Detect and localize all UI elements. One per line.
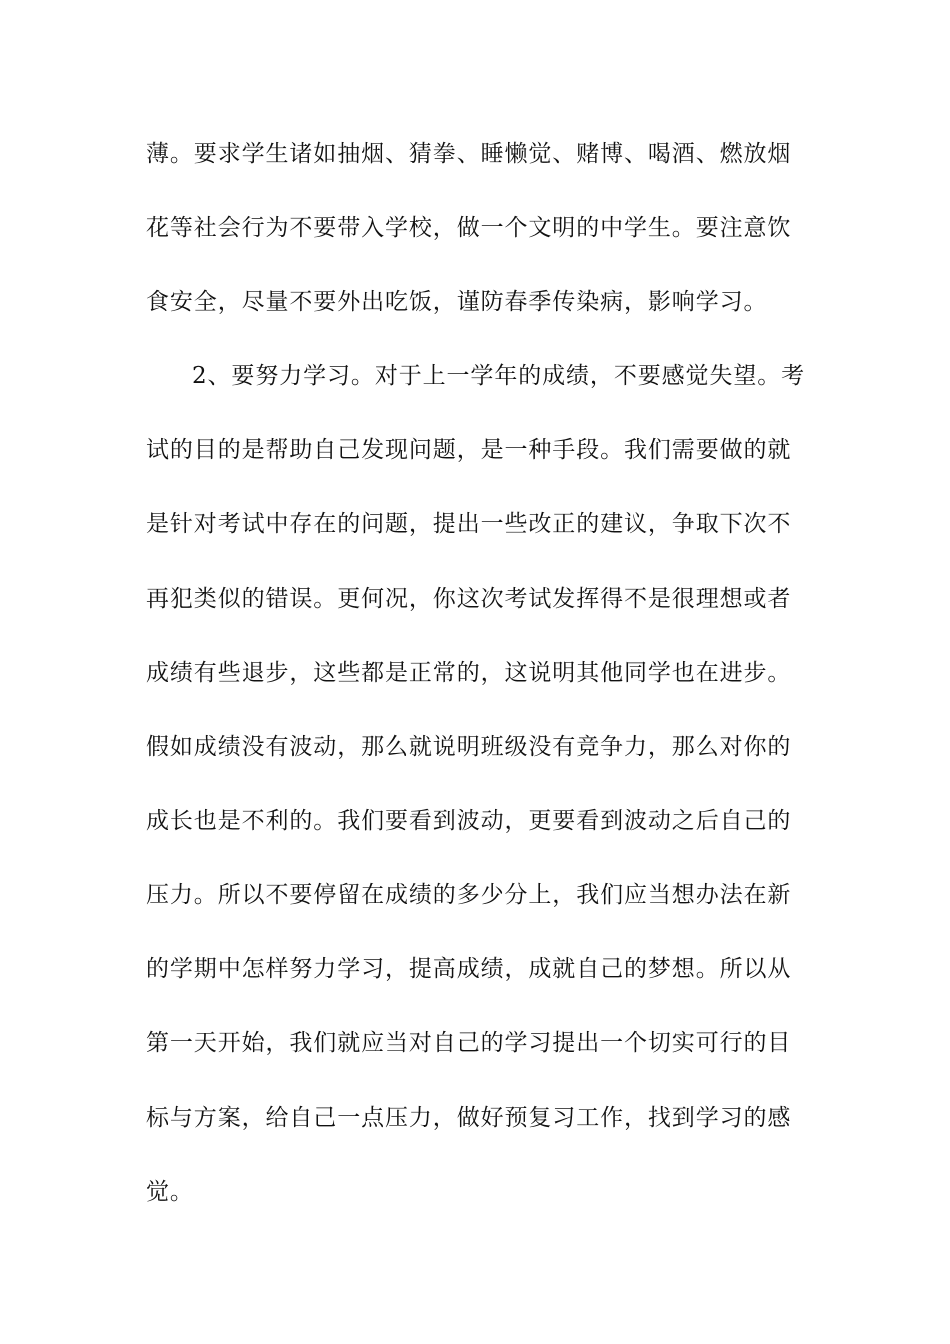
paragraph-1-line-3: 食安全，尽量不要外出吃饭，谨防春季传染病，影响学习。 [146, 289, 768, 315]
paragraph-2-line-9: 的学期中怎样努力学习，提高成绩，成就自己的梦想。所以从 [146, 956, 792, 982]
paragraph-2-line-4: 再犯类似的错误。更何况，你这次考试发挥得不是很理想或者 [146, 586, 792, 612]
paragraph-2-line-11: 标与方案，给自己一点压力，做好预复习工作，找到学习的感 [146, 1105, 792, 1131]
paragraph-2-line-5: 成绩有些退步，这些都是正常的，这说明其他同学也在进步。 [146, 660, 792, 686]
paragraph-2-line-10: 第一天开始，我们就应当对自己的学习提出一个切实可行的目 [146, 1030, 792, 1056]
paragraph-2-line-12: 觉。 [146, 1179, 194, 1205]
paragraph-2-line-6: 假如成绩没有波动，那么就说明班级没有竞争力，那么对你的 [146, 734, 792, 760]
paragraph-2-line-2: 试的目的是帮助自己发现问题，是一种手段。我们需要做的就 [146, 437, 792, 463]
paragraph-2-line-8: 压力。所以不要停留在成绩的多少分上，我们应当想办法在新 [146, 882, 792, 908]
paragraph-2-line-1: 2、要努力学习。对于上一学年的成绩，不要感觉失望。考 [192, 363, 806, 389]
paragraph-2-line-3: 是针对考试中存在的问题，提出一些改正的建议，争取下次不 [146, 511, 792, 537]
paragraph-2-line-7: 成长也是不利的。我们要看到波动，更要看到波动之后自己的 [146, 808, 792, 834]
paragraph-1-line-1: 薄。要求学生诸如抽烟、猜拳、睡懒觉、赌博、喝酒、燃放烟 [146, 141, 792, 167]
paragraph-1-line-2: 花等社会行为不要带入学校，做一个文明的中学生。要注意饮 [146, 215, 792, 241]
